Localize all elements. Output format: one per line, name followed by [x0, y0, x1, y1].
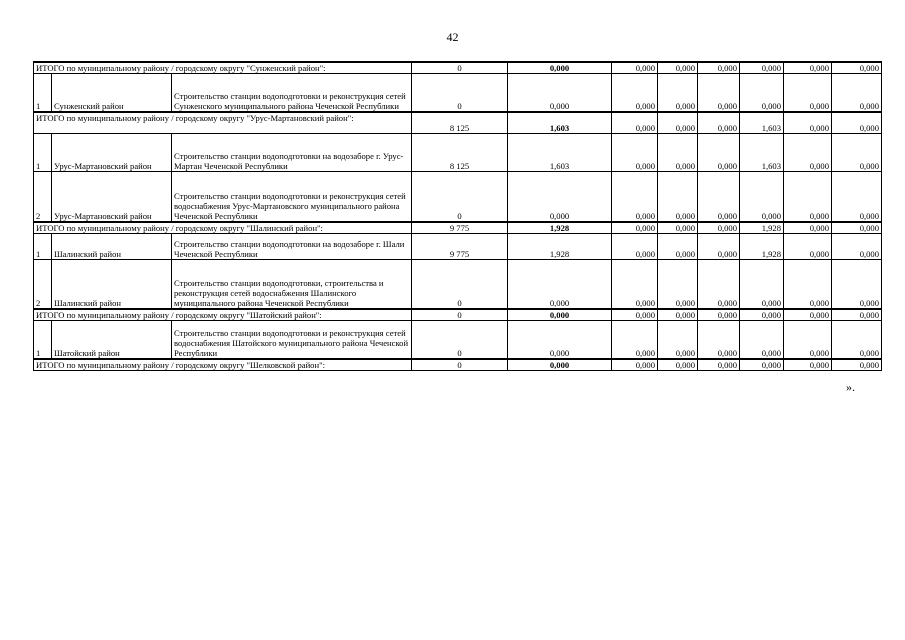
year-cost-value: 0,000 [612, 62, 658, 74]
project-name: Строительство станции водоподготовки и реконструкция сетей Сунженского муниципального района Чеченской Республики [172, 74, 412, 112]
project-name: Строительство станции водоподготовки и реконструкция сетей водоснабжения Урус-Мартановского муниципального района Чеченской Республики [172, 172, 412, 222]
capacity-value: 8 125 [412, 134, 508, 172]
district-name: Шалинский район [52, 233, 172, 259]
year-cost-value: 0,000 [658, 309, 698, 321]
closing-quote-mark: ». [846, 380, 855, 394]
year-cost-value: 0,000 [658, 259, 698, 309]
project-row [34, 74, 882, 112]
total-label: ИТОГО по муниципальному району / городскому округу "Шатойский район": [34, 309, 412, 321]
year-cost-value: 0,000 [740, 309, 784, 321]
year-cost-value: 0,000 [612, 222, 658, 234]
district-name: Урус-Мартановский район [52, 172, 172, 222]
row-number: 2 [34, 259, 52, 309]
year-cost-value: 0,000 [612, 112, 658, 134]
year-cost-value: 0,000 [832, 259, 882, 309]
year-cost-value: 1,603 [740, 134, 784, 172]
year-cost-value: 0,000 [784, 172, 832, 222]
year-cost-value: 0,000 [832, 321, 882, 359]
page-number: 42 [446, 30, 459, 44]
year-cost-value: 0,000 [658, 233, 698, 259]
capacity-value: 0 [412, 74, 508, 112]
capacity-value: 9 775 [412, 222, 508, 234]
year-cost-value: 0,000 [784, 359, 832, 371]
project-row [34, 259, 882, 309]
year-cost-value: 0,000 [740, 74, 784, 112]
year-cost-value: 1,928 [740, 222, 784, 234]
total-label: ИТОГО по муниципальному району / городскому округу "Сунженский район": [34, 62, 412, 74]
total-label: ИТОГО по муниципальному району / городскому округу "Шалинский район": [34, 222, 412, 234]
total-cost-value: 0,000 [508, 359, 612, 371]
year-cost-value: 0,000 [832, 309, 882, 321]
year-cost-value: 0,000 [698, 259, 740, 309]
year-cost-value: 0,000 [832, 172, 882, 222]
project-row [34, 321, 882, 359]
year-cost-value: 0,000 [832, 233, 882, 259]
district-total-row [34, 359, 882, 371]
year-cost-value: 0,000 [612, 233, 658, 259]
capacity-value: 0 [412, 321, 508, 359]
year-cost-value: 0,000 [740, 321, 784, 359]
year-cost-value: 0,000 [658, 172, 698, 222]
project-row [34, 172, 882, 222]
project-name: Строительство станции водоподготовки, строительства и реконструкция сетей водоснабжения Шалинского муниципального района Чеченской Республики [172, 259, 412, 309]
year-cost-value: 0,000 [612, 359, 658, 371]
total-cost-value: 0,000 [508, 74, 612, 112]
year-cost-value: 0,000 [698, 62, 740, 74]
year-cost-value: 0,000 [612, 309, 658, 321]
district-total-row [34, 62, 882, 74]
year-cost-value: 0,000 [832, 112, 882, 134]
project-row [34, 233, 882, 259]
capacity-value: 0 [412, 309, 508, 321]
year-cost-value: 0,000 [740, 172, 784, 222]
district-name: Шалинский район [52, 259, 172, 309]
year-cost-value: 0,000 [698, 321, 740, 359]
total-cost-value: 0,000 [508, 309, 612, 321]
year-cost-value: 0,000 [658, 62, 698, 74]
year-cost-value: 0,000 [784, 112, 832, 134]
total-cost-value: 1,928 [508, 222, 612, 234]
year-cost-value: 0,000 [658, 134, 698, 172]
project-name: Строительство станции водоподготовки на водозаборе г. Урус-Мартан Чеченской Республики [172, 134, 412, 172]
year-cost-value: 0,000 [698, 74, 740, 112]
total-cost-value: 0,000 [508, 172, 612, 222]
year-cost-value: 0,000 [832, 359, 882, 371]
year-cost-value: 0,000 [740, 359, 784, 371]
total-cost-value: 1,928 [508, 233, 612, 259]
total-cost-value: 0,000 [508, 259, 612, 309]
year-cost-value: 1,603 [740, 112, 784, 134]
project-row [34, 134, 882, 172]
year-cost-value: 0,000 [658, 112, 698, 134]
district-name: Шатойский район [52, 321, 172, 359]
year-cost-value: 0,000 [612, 321, 658, 359]
year-cost-value: 0,000 [832, 74, 882, 112]
district-total-row [34, 222, 882, 234]
year-cost-value: 0,000 [784, 233, 832, 259]
year-cost-value: 0,000 [784, 321, 832, 359]
year-cost-value: 0,000 [612, 74, 658, 112]
year-cost-value: 0,000 [740, 62, 784, 74]
row-number: 1 [34, 134, 52, 172]
capacity-value: 0 [412, 359, 508, 371]
capacity-value: 0 [412, 259, 508, 309]
row-number: 1 [34, 233, 52, 259]
row-number: 1 [34, 321, 52, 359]
row-number: 1 [34, 74, 52, 112]
year-cost-value: 1,928 [740, 233, 784, 259]
year-cost-value: 0,000 [784, 259, 832, 309]
year-cost-value: 0,000 [832, 62, 882, 74]
year-cost-value: 0,000 [658, 222, 698, 234]
capacity-value: 8 125 [412, 112, 508, 134]
capacity-value: 0 [412, 62, 508, 74]
year-cost-value: 0,000 [658, 321, 698, 359]
year-cost-value: 0,000 [698, 309, 740, 321]
regional-program-table [33, 61, 882, 371]
year-cost-value: 0,000 [698, 359, 740, 371]
year-cost-value: 0,000 [784, 74, 832, 112]
district-name: Урус-Мартановский район [52, 134, 172, 172]
total-cost-value: 1,603 [508, 112, 612, 134]
year-cost-value: 0,000 [698, 222, 740, 234]
year-cost-value: 0,000 [612, 172, 658, 222]
district-total-row [34, 112, 882, 134]
project-name: Строительство станции водоподготовки и реконструкция сетей водоснабжения Шатойского муниципального района Чеченской Республики [172, 321, 412, 359]
year-cost-value: 0,000 [612, 134, 658, 172]
row-number: 2 [34, 172, 52, 222]
year-cost-value: 0,000 [698, 134, 740, 172]
year-cost-value: 0,000 [658, 74, 698, 112]
year-cost-value: 0,000 [784, 222, 832, 234]
year-cost-value: 0,000 [698, 172, 740, 222]
project-name: Строительство станции водоподготовки на водозаборе г. Шали Чеченской Республики [172, 233, 412, 259]
total-cost-value: 0,000 [508, 62, 612, 74]
year-cost-value: 0,000 [698, 233, 740, 259]
year-cost-value: 0,000 [784, 309, 832, 321]
year-cost-value: 0,000 [740, 259, 784, 309]
total-label: ИТОГО по муниципальному району / городскому округу "Шелковской район": [34, 359, 412, 371]
year-cost-value: 0,000 [698, 112, 740, 134]
year-cost-value: 0,000 [832, 222, 882, 234]
year-cost-value: 0,000 [784, 62, 832, 74]
total-cost-value: 0,000 [508, 321, 612, 359]
year-cost-value: 0,000 [784, 134, 832, 172]
total-cost-value: 1,603 [508, 134, 612, 172]
table-body [34, 62, 882, 370]
total-label: ИТОГО по муниципальному району / городскому округу "Урус-Мартановский район": [34, 112, 412, 134]
capacity-value: 9 775 [412, 233, 508, 259]
year-cost-value: 0,000 [612, 259, 658, 309]
capacity-value: 0 [412, 172, 508, 222]
year-cost-value: 0,000 [658, 359, 698, 371]
year-cost-value: 0,000 [832, 134, 882, 172]
district-name: Сунженский район [52, 74, 172, 112]
district-total-row [34, 309, 882, 321]
